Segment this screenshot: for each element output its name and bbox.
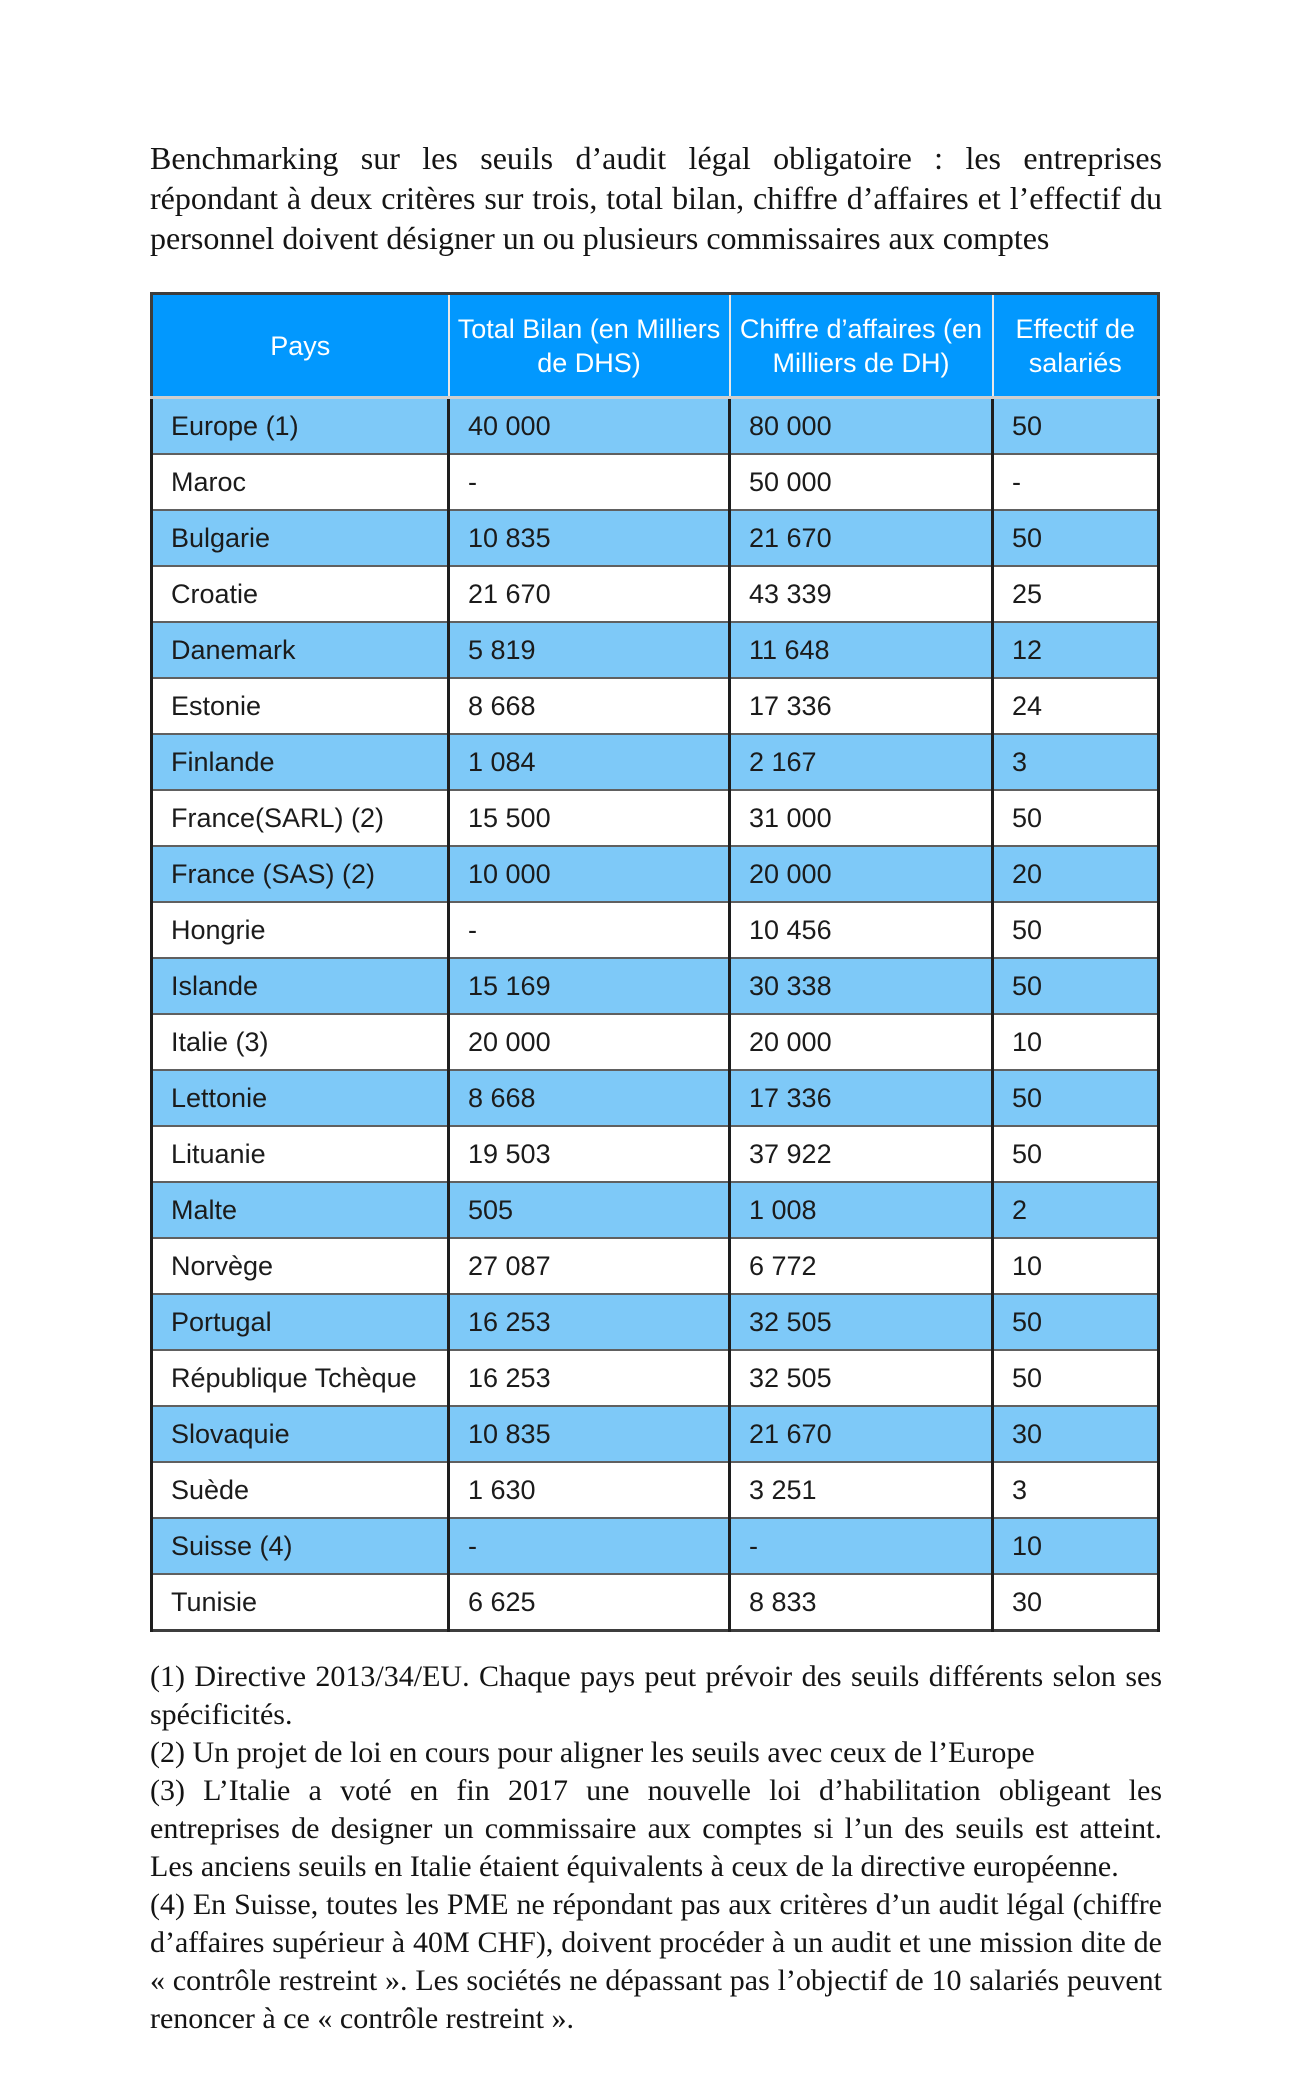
cell-effectif: 24 [993,678,1159,734]
cell-chiffre-affaires: 11 648 [730,622,993,678]
document-page [150,0,1162,2038]
cell-effectif: 50 [993,902,1159,958]
table-header [152,294,1159,398]
table-row [152,1126,1159,1182]
cell-chiffre-affaires: 21 670 [730,1406,993,1462]
cell-pays: Croatie [152,566,449,622]
table-row [152,734,1159,790]
footnote-2: (2) Un projet de loi en cours pour aligner les seuils avec ceux de l’Europe [150,1736,1035,1769]
cell-effectif: 50 [993,958,1159,1014]
cell-effectif: 30 [993,1574,1159,1631]
cell-total-bilan: 505 [449,1182,730,1238]
table-row [152,846,1159,902]
cell-effectif: 10 [993,1238,1159,1294]
cell-effectif: 25 [993,566,1159,622]
cell-chiffre-affaires: 20 000 [730,846,993,902]
cell-total-bilan: 19 503 [449,1126,730,1182]
table-row [152,958,1159,1014]
footnote-3: (3) L’Italie a voté en fin 2017 une nouvelle loi d’habilitation obligeant les entreprises de designer un commissaire aux comptes si l’un des seuils est atteint. Les anciens seuils en Italie étaient équivalents à ceux de la directive européenne. [150,1774,1162,1883]
cell-pays: Danemark [152,622,449,678]
cell-chiffre-affaires: 43 339 [730,566,993,622]
cell-effectif: 3 [993,734,1159,790]
cell-total-bilan: 20 000 [449,1014,730,1070]
cell-pays: Portugal [152,1294,449,1350]
cell-total-bilan: 1 084 [449,734,730,790]
table-row [152,1182,1159,1238]
cell-chiffre-affaires: 20 000 [730,1014,993,1070]
cell-pays: Maroc [152,454,449,510]
cell-total-bilan: 15 500 [449,790,730,846]
cell-pays: Suisse (4) [152,1518,449,1574]
table-row [152,1574,1159,1631]
table-body [152,398,1159,1631]
cell-chiffre-affaires: 10 456 [730,902,993,958]
table-row [152,1070,1159,1126]
cell-chiffre-affaires: 31 000 [730,790,993,846]
cell-chiffre-affaires: 32 505 [730,1294,993,1350]
cell-pays: Slovaquie [152,1406,449,1462]
table-row [152,1462,1159,1518]
cell-total-bilan: 10 835 [449,1406,730,1462]
cell-effectif: 50 [993,1126,1159,1182]
cell-total-bilan: 10 835 [449,510,730,566]
table-row [152,1014,1159,1070]
table-row [152,1518,1159,1574]
table-row [152,1294,1159,1350]
cell-effectif: 50 [993,1294,1159,1350]
table-row [152,902,1159,958]
cell-chiffre-affaires: 2 167 [730,734,993,790]
cell-pays: Suède [152,1462,449,1518]
cell-effectif: 30 [993,1406,1159,1462]
table-row [152,1238,1159,1294]
cell-total-bilan: 15 169 [449,958,730,1014]
cell-total-bilan: - [449,1518,730,1574]
table-row [152,510,1159,566]
cell-total-bilan: 8 668 [449,1070,730,1126]
cell-effectif: 50 [993,510,1159,566]
table-row [152,622,1159,678]
cell-chiffre-affaires: 3 251 [730,1462,993,1518]
header-effectif: Effectif de salariés [993,294,1159,398]
cell-total-bilan: 1 630 [449,1462,730,1518]
cell-pays: République Tchèque [152,1350,449,1406]
cell-pays: Bulgarie [152,510,449,566]
cell-effectif: 50 [993,398,1159,455]
cell-effectif: 50 [993,790,1159,846]
cell-chiffre-affaires: 37 922 [730,1126,993,1182]
cell-total-bilan: 10 000 [449,846,730,902]
header-total-bilan: Total Bilan (en Milliers de DHS) [449,294,730,398]
cell-total-bilan: 27 087 [449,1238,730,1294]
cell-effectif: 3 [993,1462,1159,1518]
table-row [152,678,1159,734]
cell-effectif: - [993,454,1159,510]
cell-chiffre-affaires: 30 338 [730,958,993,1014]
cell-chiffre-affaires: 17 336 [730,1070,993,1126]
header-pays: Pays [152,294,449,398]
cell-chiffre-affaires: 1 008 [730,1182,993,1238]
audit-thresholds-table [150,292,1160,1632]
cell-pays: France(SARL) (2) [152,790,449,846]
cell-effectif: 20 [993,846,1159,902]
cell-total-bilan: 8 668 [449,678,730,734]
footnote-1: (1) Directive 2013/34/EU. Chaque pays peut prévoir des seuils différents selon ses spécificités. [150,1660,1162,1731]
table-row [152,1350,1159,1406]
cell-total-bilan: 5 819 [449,622,730,678]
cell-effectif: 12 [993,622,1159,678]
table-row [152,566,1159,622]
cell-effectif: 50 [993,1070,1159,1126]
cell-chiffre-affaires: 6 772 [730,1238,993,1294]
cell-pays: Hongrie [152,902,449,958]
table-row [152,790,1159,846]
cell-pays: Islande [152,958,449,1014]
cell-pays: Norvège [152,1238,449,1294]
table-row [152,454,1159,510]
cell-total-bilan: 6 625 [449,1574,730,1631]
cell-chiffre-affaires: - [730,1518,993,1574]
cell-effectif: 50 [993,1350,1159,1406]
cell-total-bilan: - [449,454,730,510]
table-row [152,398,1159,455]
cell-pays: Italie (3) [152,1014,449,1070]
cell-pays: France (SAS) (2) [152,846,449,902]
cell-chiffre-affaires: 21 670 [730,510,993,566]
cell-total-bilan: 16 253 [449,1350,730,1406]
cell-chiffre-affaires: 50 000 [730,454,993,510]
cell-effectif: 10 [993,1014,1159,1070]
footnotes [150,1658,1162,2038]
cell-effectif: 2 [993,1182,1159,1238]
cell-chiffre-affaires: 17 336 [730,678,993,734]
header-row [152,294,1159,398]
table-row [152,1406,1159,1462]
cell-chiffre-affaires: 32 505 [730,1350,993,1406]
cell-pays: Finlande [152,734,449,790]
cell-total-bilan: 16 253 [449,1294,730,1350]
cell-pays: Estonie [152,678,449,734]
cell-total-bilan: 40 000 [449,398,730,455]
cell-effectif: 10 [993,1518,1159,1574]
cell-pays: Malte [152,1182,449,1238]
cell-total-bilan: - [449,902,730,958]
cell-chiffre-affaires: 8 833 [730,1574,993,1631]
cell-chiffre-affaires: 80 000 [730,398,993,455]
cell-pays: Europe (1) [152,398,449,455]
page-title: Benchmarking sur les seuils d’audit légal obligatoire : les entreprises répondant à deux critères sur trois, total bilan, chiffre d’affaires et l’effectif du personnel doivent désigner un ou plusieurs commissaires aux comptes [150,140,1162,256]
cell-pays: Lettonie [152,1070,449,1126]
footnote-4: (4) En Suisse, toutes les PME ne répondant pas aux critères d’un audit légal (chiffre d’affaires supérieur à 40M CHF), doivent procéder à un audit et une mission dite de « contrôle restreint ». Les sociétés ne dépassant pas l’objectif de 10 salariés peuvent renoncer à ce « contrôle restreint ». [150,1888,1162,2035]
cell-total-bilan: 21 670 [449,566,730,622]
cell-pays: Tunisie [152,1574,449,1631]
header-chiffre-affaires: Chiffre d’affaires (en Milliers de DH) [730,294,993,398]
cell-pays: Lituanie [152,1126,449,1182]
